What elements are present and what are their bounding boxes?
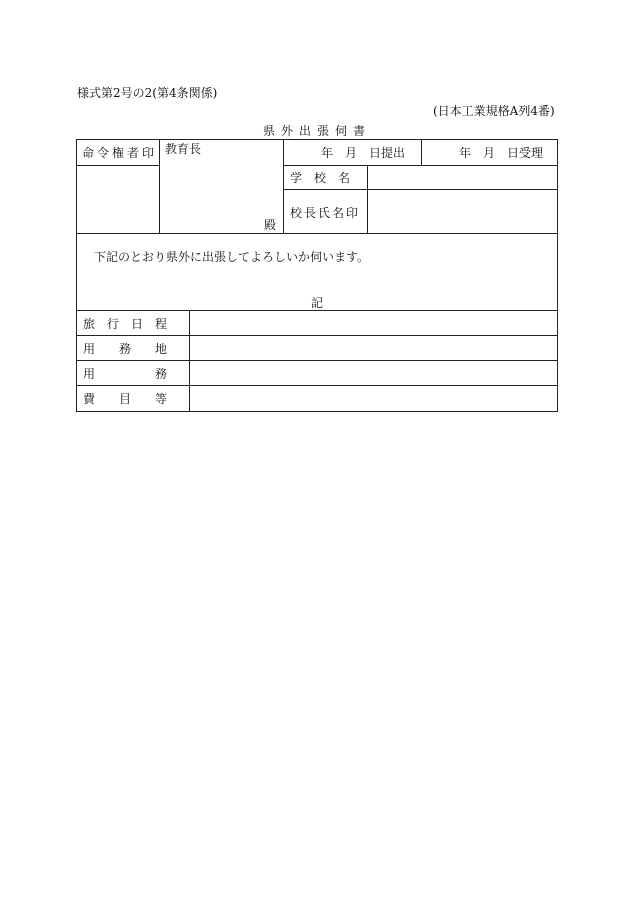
received-month: 月: [483, 146, 496, 160]
itinerary-field[interactable]: [190, 311, 557, 335]
received-day-label: 日受理: [507, 146, 544, 160]
school-name-label: 学 校 名: [290, 171, 351, 185]
destination-field[interactable]: [190, 336, 557, 360]
submitted-month: 月: [345, 146, 358, 160]
paper-size-note: (日本工業規格A列4番): [433, 104, 555, 118]
honorific: 殿: [264, 218, 277, 232]
form-number: 様式第2号の2(第4条関係): [77, 86, 218, 100]
principal-name-label: 校長氏名印: [290, 206, 361, 220]
approver-seal-label: 命令権者印: [82, 146, 158, 160]
row-label-expenses: 費 目 等: [83, 392, 168, 406]
form-title: 県外出張伺書: [263, 124, 372, 138]
submitted-year: 年: [321, 146, 334, 160]
submitted-day-label: 日提出: [369, 146, 406, 160]
expenses-field[interactable]: [190, 386, 557, 411]
addressee: 教育長: [165, 142, 202, 156]
received-year: 年: [459, 146, 472, 160]
row-label-destination: 用 務 地: [83, 342, 168, 356]
row-label-business: 用 務: [83, 367, 168, 381]
principal-name-field[interactable]: [368, 190, 557, 233]
business-field[interactable]: [190, 361, 557, 385]
ki-mark: 記: [311, 296, 324, 310]
request-text: 下記のとおり県外に出張してよろしいか伺います。: [94, 250, 370, 264]
school-name-field[interactable]: [368, 166, 557, 189]
row-label-itinerary: 旅 行 日 程: [83, 317, 168, 331]
